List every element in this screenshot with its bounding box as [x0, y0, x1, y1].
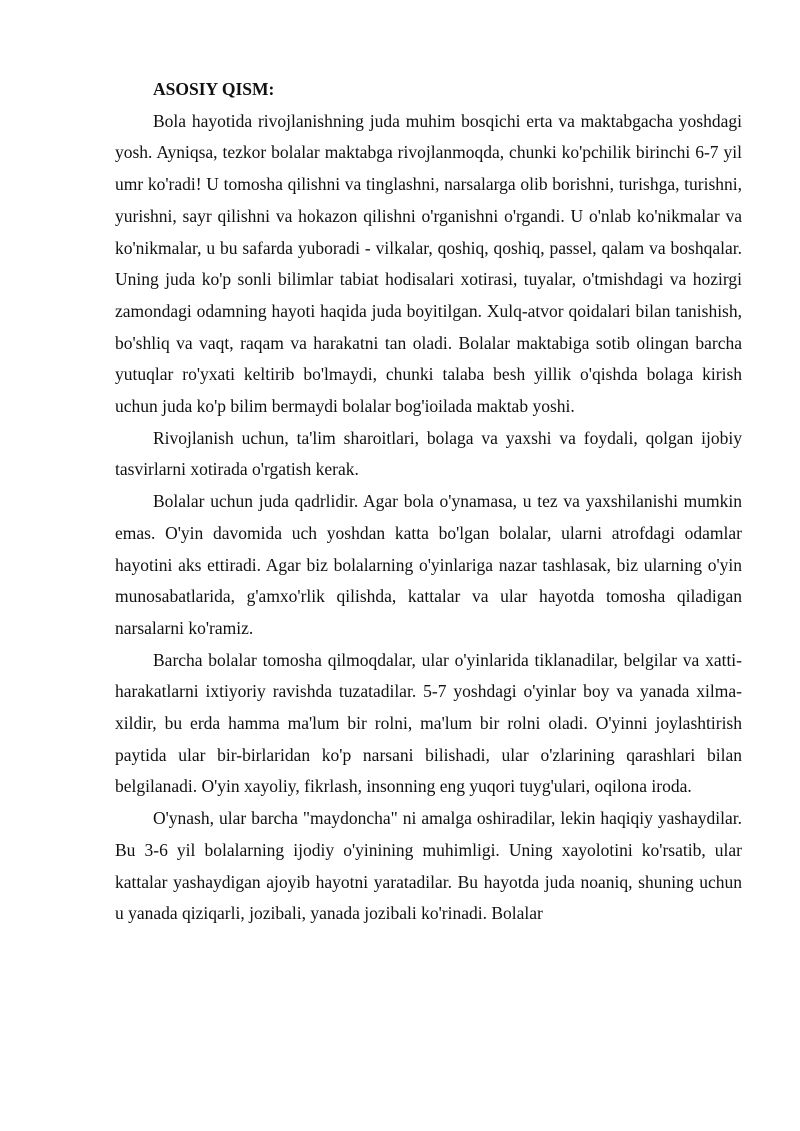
- paragraph-4: Barcha bolalar tomosha qilmoqdalar, ular o'yinlarida tiklanadilar, belgilar va xatti-harakatlarni ixtiyoriy ravishda tuzatadilar. 5-7 yoshdagi o'yinlar boy va yanada xilma-xildir, bu erda hamma ma'lum bir rolni, ma'lum bir rolni oladi. O'yinni joylashtirish paytida ular bir-birlaridan ko'p narsani bilishadi, ular o'zlarining qarashlari bilan belgilanadi. O'yin xayoliy, fikrlash, insonning eng yuqori tuyg'ulari, oqilona iroda.: [115, 649, 742, 797]
- section-heading: ASOSIY QISM:: [153, 79, 275, 99]
- paragraph-2: Rivojlanish uchun, ta'lim sharoitlari, bolaga va yaxshi va foydali, qolgan ijobiy tasvirlarni xotirada o'rgatish kerak.: [115, 427, 742, 480]
- paragraph-1: Bola hayotida rivojlanishning juda muhim bosqichi erta va maktabgacha yoshdagi yosh. Ayniqsa, tezkor bolalar maktabga rivojlanmoqda, chunki ko'pchilik birinchi 6-7 yil umr ko'radi! U tomosha qilishni va tinglashni, narsalarga olib borishni, turishga, turishni, yurishni, sayr qilishni va hokazon qilishni o'rganishni o'rgandi. U o'nlab ko'nikmalar va ko'nikmalar, u bu safarda yuboradi - vilkalar, qoshiq, qoshiq, passel, qalam va boshqalar. Uning juda ko'p sonli bilimlar tabiat hodisalari xotirasi, tuyalar, o'tmishdagi va hozirgi zamondagi odamning hayoti haqida juda boyitilgan. Xulq-atvor qoidalari bilan tanishish, bo'shliq va vaqt, raqam va harakatni tan oladi. Bolalar maktabiga sotib olingan barcha yutuqlar ro'yxati keltirib bo'lmaydi, chunki talaba besh yillik o'qishda bolaga kirish uchun juda ko'p bilim bermaydi bolalar bog'ioilada maktab yoshi.: [115, 110, 742, 417]
- document-page: [115, 74, 742, 930]
- paragraph-5: O'ynash, ular barcha "maydoncha" ni amalga oshiradilar, lekin haqiqiy yashaydilar. Bu 3-6 yil bolalarning ijodiy o'yinining muhimligi. Uning xayolotini ko'rsatib, ular kattalar yashaydigan ajoyib hayotni yaratadilar. Bu hayotda juda noaniq, shuning uchun u yanada qiziqarli, jozibali, yanada jozibali ko'rinadi. Bolalar: [115, 808, 742, 924]
- paragraph-3: Bolalar uchun juda qadrlidir. Agar bola o'ynamasa, u tez va yaxshilanishi mumkin emas. O'yin davomida uch yoshdan katta bo'lgan bolalar, ularni atrofdagi odamlar hayotini aks ettiradi. Agar biz bolalarning o'yinlariga nazar tashlasak, biz ularning o'yin munosabatlarida, g'amxo'rlik qilishda, kattalar va ular hayotda tomosha qiladigan narsalarni ko'ramiz.: [115, 491, 742, 638]
